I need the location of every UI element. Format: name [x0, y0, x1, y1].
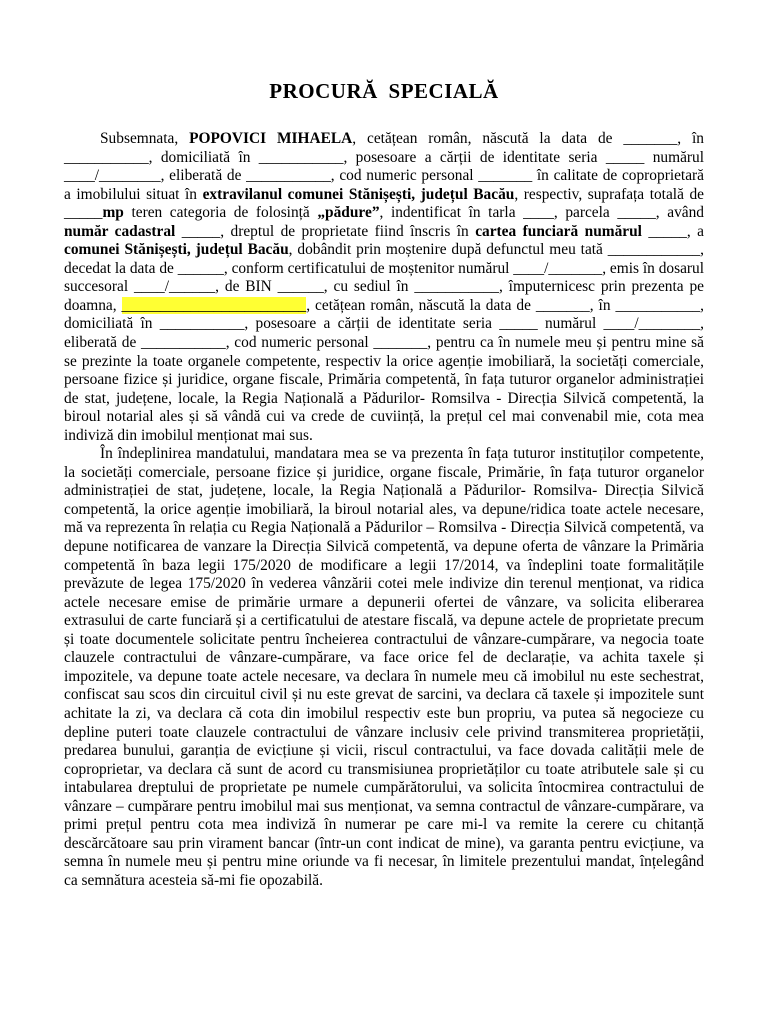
paragraph-grantor: [64, 130, 704, 445]
cadastral-number-label: număr cadastral: [64, 222, 176, 240]
highlighted-blank: ________________________: [121, 296, 307, 314]
text-run: , cetățean român, născută la data de _______, în ___________, domiciliată în ___________, posesoare a cărții de identitate seria _____ numărul ____/________, eliberată de ___________, cod numeric personal _______ în calitate de coproprietară a imobilului situat în: [64, 130, 704, 203]
commune-name: comunei Stănișești, județul Bacău: [64, 241, 289, 259]
grantor-name: POPOVICI MIHAELA: [189, 130, 353, 147]
text-run: _____, dreptul de proprietate fiind înscris în: [175, 222, 476, 240]
text-run: , indentificat în tarla ____, parcela _____, având: [379, 204, 704, 222]
text-run: Subsemnata,: [100, 130, 190, 147]
area-unit: mp: [102, 204, 124, 222]
land-book-label: cartea funciară numărul: [475, 222, 642, 240]
text-run: , respectiv, suprafața totală de _____: [64, 185, 705, 222]
paragraph-mandate: În îndeplinirea mandatului, mandatara mea se va prezenta în fața tuturor instituților competente, la societăți comerciale, persoane fizice și juridice, organe fiscale, Primărie, în fața tuturor organelor administrației de stat, județene, locale, la Regia Națională a Pădurilor- Romsilva- Direcția Silvică competentă, la orice agenție imobiliară, la biroul notarial ales, va depune/ridica toate actele necesare, mă va reprezenta în relația cu Regia Națională a Pădurilor – Romsilva - Direcția Silvică competentă, va depune notificarea de vanzare la Direcția Silvică competentă, va depune oferta de vânzare la Primăria competentă în baza legii 175/2020 de modificare a legii 17/2014, va îndeplini toate formalitățile prevăzute de legea 175/2020 în vederea vânzării cotei mele indivize din terenul menționat, va ridica actele necesare emise de primărie urmare a depunerii ofertei de vânzare, va solicita eliberarea extrasului de carte funciară și a certificatului de atestare fiscală, va depune actele de proprietate precum și toate documentele solicitate pentru încheierea contractului de vânzare-cumpărare, va negocia toate clauzele contractului de vânzare-cumpărare, va face orice fel de declarație, va achita taxele și impozitele, va depune toate actele necesare, va declara în numele meu că imobilul nu este sechestrat, confiscat sau scos din circuitul civil și nu este grevat de sarcini, va declara că taxele și impozitele sunt achitate la zi, va declara că cota din imobilul respectiv este bun propriu, va putea să negocieze cu depline puteri toate clauzele contractului de vânzare inclusiv cele privind transmiterea proprietății, predarea bunului, garanția de evicțiune și vicii, riscul contractului, va face dovada calității mele de coproprietar, va declara că sunt de acord cu transmisiunea proprietăților cu toate atributele sale și cu intabularea dreptului de proprietate pe numele cumpărătorului, va solicita întocmirea contractului de vânzare – cumpărare pentru imobilul mai sus menționat, va semna contractul de vânzare-cumpărare, va primi prețul pentru cota mea indiviză în numerar pe care mi-l va remite la cerere cu chitanță descărcătoare sau prin virament bancar (într-un cont indicat de mine), va garanta pentru evicțiune, va semna în numele meu și pentru mine oriunde va fi necesar, în limitele prezentului mandat, înțelegând ca semnătura acesteia să-mi fie opozabilă.: [64, 445, 704, 889]
property-location: extravilanul comunei Stănișești, județul Bacău: [202, 185, 515, 203]
text-run: teren categoria de folosință: [123, 204, 318, 222]
text-run: , dobândit prin moștenire după defunctul meu tată ____________, decedat la data de ______, conform certificatului de moștenitor numărul ____/_______, emis în dosarul succesoral ____/______, de BIN ______, cu sediul în ___________, împuternicesc prin prezenta pe doamna,: [64, 241, 704, 314]
land-category: „pădure”: [317, 204, 380, 222]
text-run: , cetățean român, născută la data de _______, în ___________, domiciliată în ___________, posesoare a cărții de identitate seria _____ numărul ____/________, eliberată de ___________, cod numeric personal _______, pentru ca în numele meu și pentru mine să se prezinte la toate organele competente, respectiv la orice agenție imobiliară, la societăți comerciale, persoane fizice și juridice, organe fiscale, Primăria competentă, în fața tuturor organelor administrației de stat, județene, locale, la Regia Națională a Pădurilor- Romsilva - Direcția Silvică competentă, la biroul notarial ales și să vândă cui va crede de cuviință, la prețul cel mai convenabil mie, cota mea indiviză din imobilul menționat mai sus.: [64, 296, 704, 444]
text-run: _____, a: [641, 222, 704, 240]
document-body: [64, 130, 704, 890]
page-title: PROCURĂ SPECIALĂ: [269, 79, 499, 103]
